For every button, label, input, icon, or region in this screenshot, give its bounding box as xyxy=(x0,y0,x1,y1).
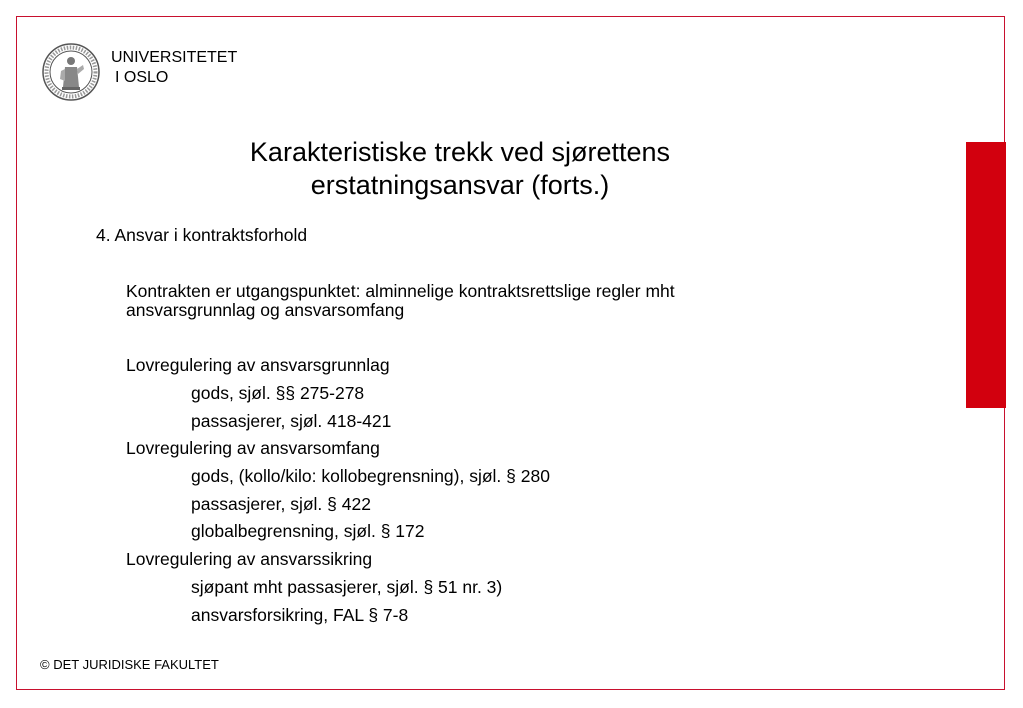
university-name-line1: UNIVERSITETET xyxy=(111,49,238,66)
title-line1: Karakteristiske trekk ved sjørettens xyxy=(249,137,671,167)
intro-line1: Kontrakten er utgangspunktet: alminnelige kontraktsrettslige regler mht xyxy=(126,281,675,301)
intro-line2: ansvarsgrunnlag og ansvarsomfang xyxy=(126,300,405,320)
grunnlag-item: gods, sjøl. §§ 275-278 xyxy=(191,383,365,403)
omfang-label: Lovregulering av ansvarsomfang xyxy=(126,438,380,458)
sikring-item: sjøpant mht passasjerer, sjøl. § 51 nr. 3) xyxy=(191,577,503,597)
section-heading: 4. Ansvar i kontraktsforhold xyxy=(96,225,308,245)
slide-frame xyxy=(16,16,1005,690)
grunnlag-label: Lovregulering av ansvarsgrunnlag xyxy=(126,355,390,375)
omfang-item: gods, (kollo/kilo: kollobegrensning), sjøl. § 280 xyxy=(191,466,550,486)
sikring-item: ansvarsforsikring, FAL § 7-8 xyxy=(191,605,409,625)
accent-bar xyxy=(966,142,1006,408)
university-name xyxy=(111,48,237,88)
omfang-item: passasjerer, sjøl. § 422 xyxy=(191,494,371,514)
slide-title xyxy=(160,136,760,202)
grunnlag-item: passasjerer, sjøl. 418-421 xyxy=(191,411,392,431)
footer-copyright: © DET JURIDISKE FAKULTET xyxy=(40,657,219,672)
sikring-label: Lovregulering av ansvarssikring xyxy=(126,549,373,569)
omfang-item: globalbegrensning, sjøl. § 172 xyxy=(191,521,425,541)
university-seal-icon xyxy=(41,41,101,103)
university-name-line2: I OSLO xyxy=(115,69,169,86)
title-line2: erstatningsansvar (forts.) xyxy=(310,170,610,200)
